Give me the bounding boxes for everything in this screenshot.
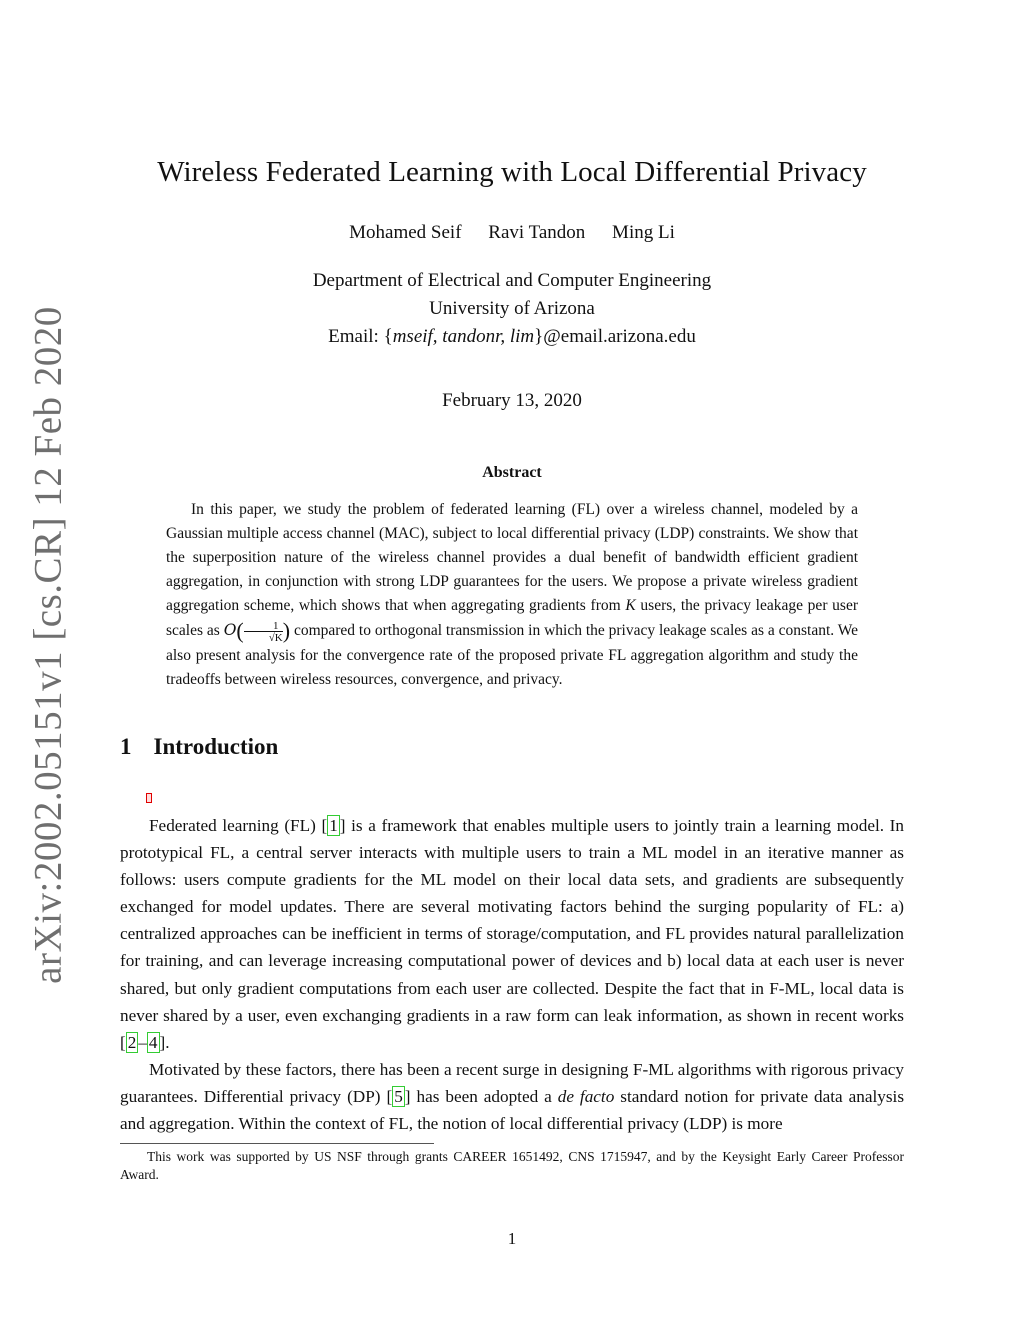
citation-link[interactable]: 4 [148, 1032, 158, 1052]
big-o-notation: O [223, 621, 237, 640]
author-name: Mohamed Seif [349, 222, 462, 243]
email-prefix: Email: { [328, 326, 393, 347]
math-k: K [625, 597, 636, 615]
paragraph: Federated learning (FL) [ 1 ] is a framework that enables multiple users to jointly train a learning model. In prototypical FL, a central server interacts with multiple users to train a ML model in an iterative manner as follows: users compute gradients for the ML model on their local data sets, and gradients are subsequently exchanged for model updates. There are several motivating factors behind the surging popularity of FL: a) centralized approaches can be inefficient in terms of storage/computation, and FL provides natural parallelization for training, and can leverage increasing computational power of devices and b) local data at each user is never shared, but only gradient computations from each user are collected. Despite the fact that in F-ML, local data is never shared by a user, even exchanging gradients in a raw form can leak information, as shown in recent works [ 2 – 4 ]. [120, 816, 904, 1052]
department: Department of Electrical and Computer Engineering [312, 270, 712, 291]
paper-title: Wireless Federated Learning with Local Differential Privacy [157, 156, 867, 188]
email-line [0, 323, 1024, 351]
citation-link[interactable]: 1 [329, 816, 338, 835]
author-list [0, 222, 1024, 244]
university: University of Arizona [429, 298, 595, 319]
citation-link[interactable]: 2 [127, 1032, 137, 1052]
section-title: Introduction [153, 734, 279, 759]
abstract-part1: In this paper, we study the problem of federated learning (FL) over a wireless channel, modeled by a Gaussian multiple access channel (MAC), subject to local differential privacy (LDP) constraints. We show that the superposition nature of the wireless channel provides a dual benefit of bandwidth efficient gradient aggregation, in conjunction with strong LDP guarantees for the users. We propose a private wireless gradient aggregation scheme, which shows that when aggregating gradients from [166, 501, 858, 615]
email-suffix: }@email.arizona.edu [534, 326, 696, 347]
fraction [244, 621, 283, 643]
affiliation-block [0, 267, 1024, 351]
page-number: 1 [507, 1229, 517, 1248]
section-heading [120, 734, 278, 760]
fraction-numerator: 1 [244, 621, 283, 632]
email-names: mseif, tandonr, lim [392, 326, 535, 347]
footnote-rule [120, 1143, 434, 1144]
paragraph: Motivated by these factors, there has been a recent surge in designing F-ML algorithms with rigorous privacy guarantees. Differential privacy (DP) [ 5 ] has been adopted a de facto standard notion for private data analysis and aggregation. Within the context of FL, the notion of local differential privacy (LDP) is more [120, 1059, 905, 1134]
abstract-part3: compared to orthogonal transmission in which the privacy leakage scales as a constant. We also present analysis for the convergence rate of the proposed private FL aggregation algorithm and study the tradeoffs between wireless resources, convergence, and privacy. [166, 622, 859, 688]
body-text [120, 812, 904, 1137]
citation-link[interactable]: 5 [394, 1086, 403, 1106]
abstract-text: In this paper, we study the problem of federated learning (FL) over a wireless channel, modeled by a Gaussian multiple access channel (MAC), subject to local differential privacy (LDP) constraints. We show that the superposition nature of the wireless channel provides a dual benefit of bandwidth efficient gradient aggregation, in conjunction with strong LDP guarantees for the users. We propose a private wireless gradient aggregation scheme, which shows that when aggregating gradients from K users, the privacy leakage per user scales as O( $\frac{1}{√K}$ ) compared to orthogonal transmission in which the privacy leakage scales as a constant. We also present analysis for the convergence rate of the proposed private FL aggregation algorithm and study the tradeoffs between wireless resources, convergence, and privacy. [166, 501, 859, 688]
fraction-denominator: √K [268, 632, 283, 645]
abstract-part2: users, the privacy leakage per user scales as [166, 597, 858, 640]
annotation-marker [146, 793, 152, 803]
author-name: Ravi Tandon [488, 222, 586, 243]
author-name: Ming Li [612, 222, 675, 243]
paper-date: February 13, 2020 [442, 390, 582, 411]
abstract-heading: Abstract [482, 464, 542, 481]
arxiv-identifier: arXiv:2002.05151v1 [cs.CR] 12 Feb 2020 [26, 306, 70, 984]
section-number: 1 [120, 734, 132, 759]
footnote: This work was supported by US NSF through grants CAREER 1651492, CNS 1715947, and by the Keysight Early Career Professor Award. [120, 1149, 904, 1182]
